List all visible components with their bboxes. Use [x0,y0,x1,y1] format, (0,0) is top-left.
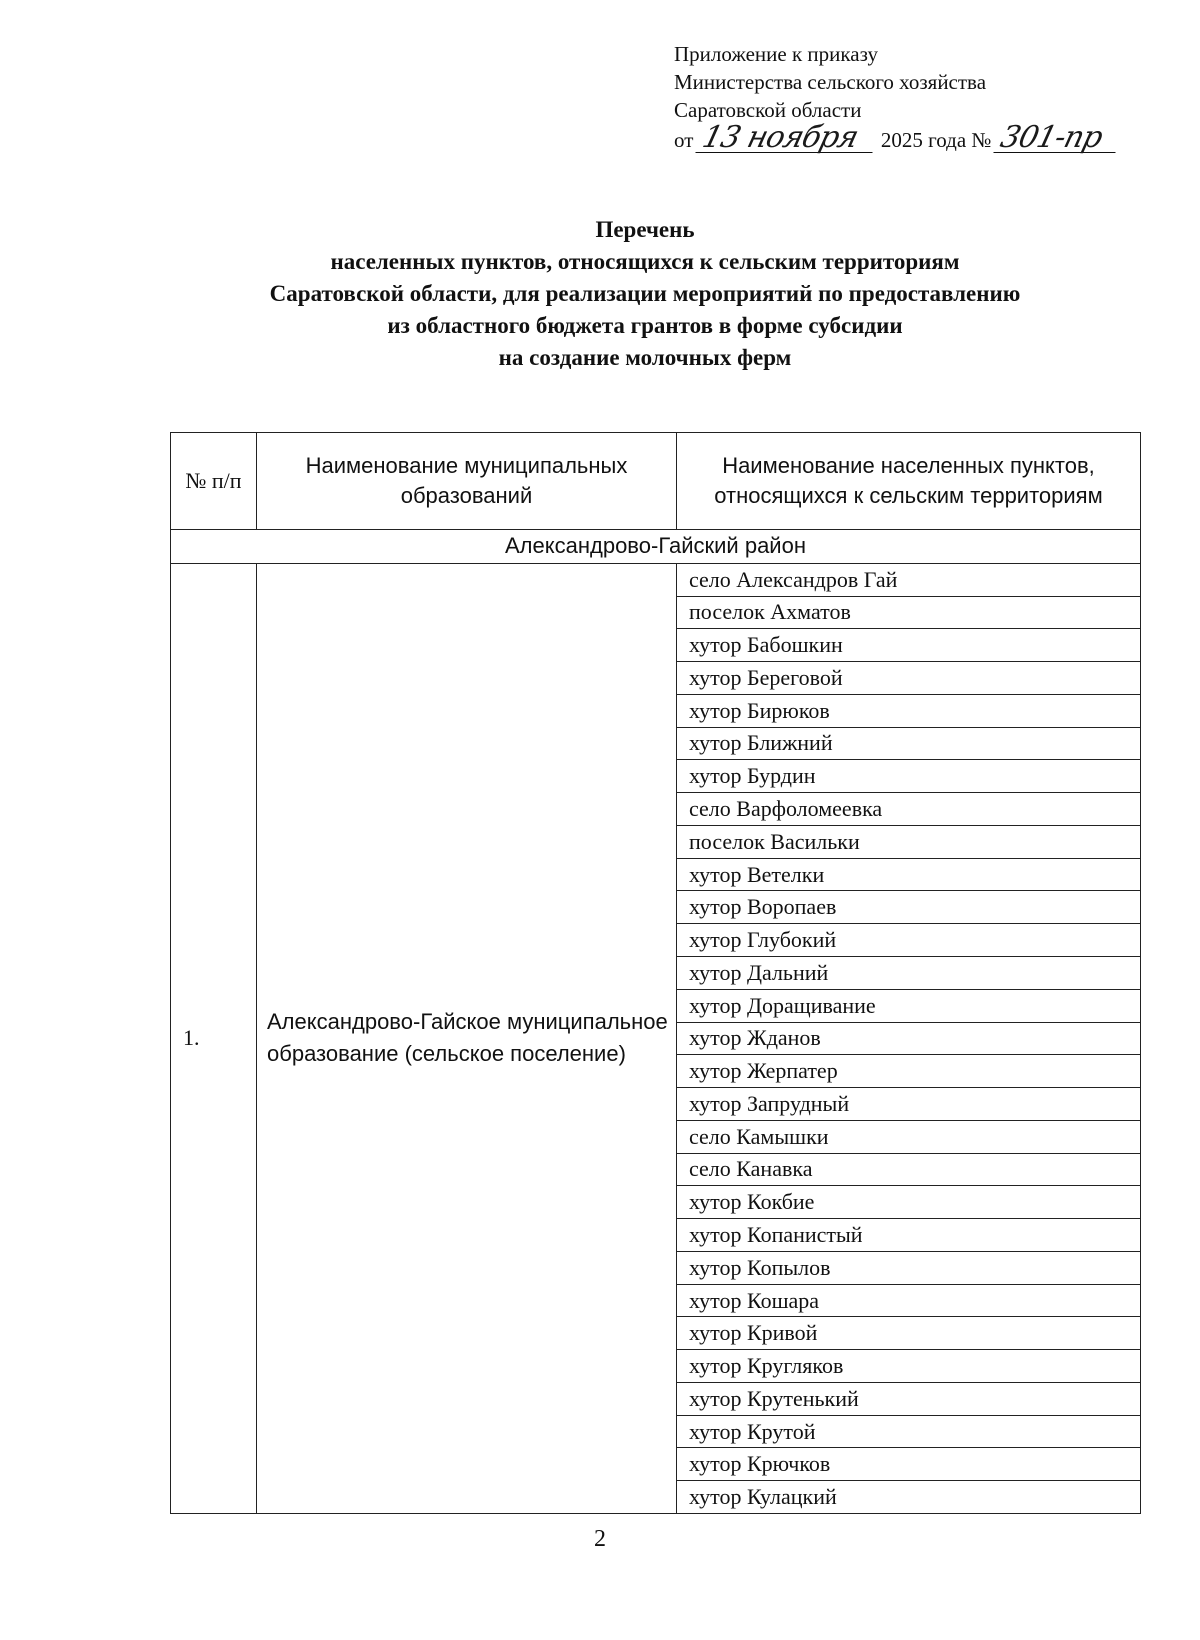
title-line-2: населенных пунктов, относящихся к сельским территориям [330,249,960,274]
appendix-line-3: Саратовской области [674,98,862,122]
appendix-line-1: Приложение к приказу [674,42,878,66]
appendix-from-word: от [674,128,694,152]
page-number: 2 [594,1526,606,1552]
settlement-name: хутор Бабошкин [677,629,1141,662]
settlement-name: хутор Копанистый [677,1219,1141,1252]
settlement-name: хутор Крутенький [677,1382,1141,1415]
settlement-name: поселок Ахматов [677,596,1141,629]
header-municipality: Наименование муниципальных образований [257,433,677,530]
title-line-1: Перечень [595,217,695,242]
settlement-name: село Александров Гай [677,563,1141,596]
settlements-table [170,432,1141,1514]
municipality-name: Александрово-Гайское муниципальное образование (сельское поселение) [257,563,677,1513]
settlement-name: хутор Дальний [677,956,1141,989]
settlement-name: село Варфоломеевка [677,793,1141,826]
title-line-3: Саратовской области, для реализации мероприятий по предоставлению [269,281,1021,306]
settlement-name: хутор Глубокий [677,924,1141,957]
handwritten-order-number: 301-пр [993,124,1122,153]
settlement-name: хутор Бурдин [677,760,1141,793]
row-number: 1. [171,563,257,1513]
region-name: Александрово-Гайский район [171,530,1141,564]
settlement-name: хутор Копылов [677,1251,1141,1284]
header-settlements: Наименование населенных пунктов, относящихся к сельским территориям [677,433,1141,530]
settlement-name: село Камышки [677,1120,1141,1153]
appendix-line-4 [674,120,1174,155]
settlement-name: хутор Ближний [677,727,1141,760]
settlement-name: село Канавка [677,1153,1141,1186]
settlement-name: хутор Кругляков [677,1350,1141,1383]
settlement-name: хутор Ветелки [677,858,1141,891]
settlement-name: хутор Крутой [677,1415,1141,1448]
title-line-5: на создание молочных ферм [498,345,792,370]
appendix-year-text: 2025 года № [880,128,992,152]
settlement-name: хутор Береговой [677,662,1141,695]
appendix-header [674,40,1174,154]
settlement-name: хутор Доращивание [677,989,1141,1022]
settlement-name: хутор Крючков [677,1448,1141,1481]
region-row [171,530,1141,564]
settlement-name: хутор Жерпатер [677,1055,1141,1088]
settlement-name: хутор Кошара [677,1284,1141,1317]
settlement-name: хутор Кокбие [677,1186,1141,1219]
header-number: № п/п [171,433,257,530]
settlement-name: поселок Васильки [677,825,1141,858]
settlement-name: хутор Запрудный [677,1088,1141,1121]
settlement-name: хутор Кривой [677,1317,1141,1350]
handwritten-date: 13 ноября [695,124,879,153]
appendix-line-2: Министерства сельского хозяйства [674,70,987,94]
settlement-name: хутор Бирюков [677,694,1141,727]
table-body [171,530,1141,1514]
settlement-name: хутор Жданов [677,1022,1141,1055]
table-header-row [171,433,1141,530]
settlement-name: хутор Кулацкий [677,1481,1141,1514]
title-line-4: из областного бюджета грантов в форме субсидии [387,313,903,338]
document-title [150,214,1140,374]
settlement-name: хутор Воропаев [677,891,1141,924]
table-row [171,563,1141,596]
